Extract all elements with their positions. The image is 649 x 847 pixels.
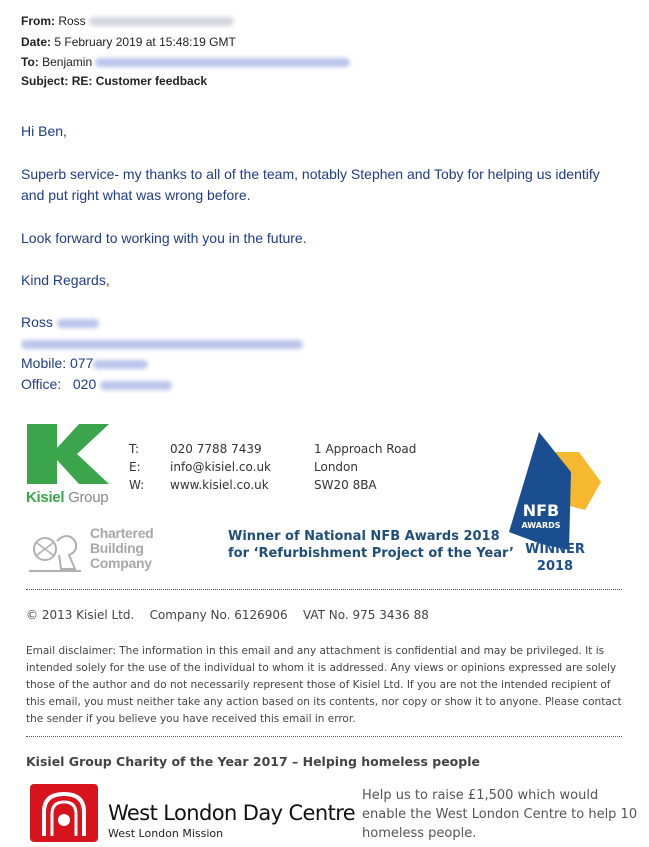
- award-line-2: for ‘Refurbishment Project of the Year’: [228, 546, 514, 561]
- arch-icon: [30, 784, 98, 842]
- office-label: Office:: [21, 376, 62, 392]
- wldc-title: West London Day Centre: [108, 801, 356, 825]
- to-line: [21, 55, 350, 69]
- address-line-2: London: [314, 460, 358, 474]
- contact-phone: 020 7788 7439: [170, 442, 262, 456]
- redacted-surname: [57, 319, 99, 328]
- divider: [26, 589, 622, 590]
- subject-value: RE: Customer feedback: [71, 74, 208, 88]
- address-line-3: SW20 8BA: [314, 478, 377, 492]
- to-label: To:: [21, 55, 39, 69]
- closing: Kind Regards,: [21, 272, 110, 288]
- contact-address: [314, 440, 416, 494]
- contact-label-e: E:: [129, 460, 141, 474]
- mobile-label: Mobile: 077: [21, 355, 94, 371]
- cbc-line-1: Chartered: [90, 525, 154, 541]
- body-paragraph-1-line-1: Superb service- my thanks to all of the team, notably Stephen and Toby for helping us identify: [21, 166, 600, 182]
- nfb-label: NFB: [522, 501, 560, 520]
- signature-name: [21, 312, 99, 333]
- redacted-mobile: [93, 360, 148, 369]
- from-value: Ross: [58, 14, 86, 28]
- greeting: Hi Ben,: [21, 123, 67, 139]
- group-word: Group: [68, 489, 109, 506]
- contact-values: [170, 440, 271, 494]
- cbc-line-3: Company: [90, 555, 152, 571]
- redacted-sender: [89, 17, 234, 26]
- nfb-winner-label: WINNER: [525, 542, 585, 557]
- divider: [26, 736, 622, 737]
- nfb-award-statement: [228, 528, 514, 562]
- company-info-line: [26, 608, 429, 622]
- signature-job-title: [21, 333, 303, 354]
- body-paragraph-2: Look forward to working with you in the future.: [21, 230, 307, 246]
- nfb-year-label: 2018: [536, 559, 574, 574]
- contact-email[interactable]: info@kisiel.co.uk: [170, 460, 272, 474]
- signature-office: [21, 374, 172, 395]
- redacted-job-title: [21, 340, 303, 349]
- redacted-recipient: [95, 58, 350, 67]
- charity-title: Kisiel Group Charity of the Year 2017 – Helping homeless people: [26, 754, 480, 769]
- subject-label: Subject:: [21, 74, 69, 88]
- nfb-badge-blue-shape: [509, 432, 571, 550]
- kisiel-k-logo-icon: [27, 424, 109, 484]
- contact-label-t: T:: [129, 442, 140, 456]
- address-line-1: 1 Approach Road: [314, 442, 417, 456]
- fundraising-text: Help us to raise £1,500 which would enable the West London Centre to help 10 homeless people.: [362, 788, 638, 841]
- signature-first-name: Ross: [21, 314, 53, 330]
- contact-labels: [129, 440, 144, 494]
- office-prefix: 020: [72, 376, 97, 392]
- from-line: [21, 14, 234, 28]
- wldc-subtitle: West London Mission: [108, 827, 224, 840]
- date-label: Date:: [21, 35, 52, 49]
- company-number: Company No. 6126906: [149, 608, 288, 622]
- contact-label-w: W:: [129, 478, 145, 492]
- subject-line: [21, 74, 207, 88]
- nfb-awards-label: AWARDS: [521, 521, 561, 530]
- chartered-building-crest-icon: [25, 525, 85, 575]
- redacted-office: [100, 381, 172, 390]
- email-disclaimer: Email disclaimer: The information in this email and any attachment is confidential and may be privileged. It is intended solely for the use of the individual to whom it is addressed. Any views or opinions expressed are solely those of the author and do not necessarily represent those of Kisiel Ltd. If you are not the intended recipient of this email, you must neither take any action based on its contents, nor copy or show it to anyone. Please contact the sender if you believe you have received this email in error.: [26, 645, 622, 725]
- signature-mobile: [21, 353, 148, 374]
- vat-number: VAT No. 975 3436 88: [302, 608, 429, 622]
- to-value: Benjamin: [42, 55, 93, 69]
- chartered-building-company-wordmark: [90, 526, 153, 571]
- west-london-day-centre-logo: [30, 784, 98, 842]
- contact-website[interactable]: www.kisiel.co.uk: [170, 478, 269, 492]
- kisiel-word: Kisiel: [26, 489, 65, 506]
- award-line-1: Winner of National NFB Awards 2018: [228, 529, 500, 544]
- from-label: From:: [21, 14, 55, 28]
- date-value: 5 February 2019 at 15:48:19 GMT: [54, 35, 236, 49]
- body-paragraph-1-line-2: and put right what was wrong before.: [21, 187, 251, 203]
- cbc-line-2: Building: [90, 540, 144, 556]
- copyright: © 2013 Kisiel Ltd.: [26, 608, 135, 622]
- kisiel-group-wordmark: [26, 489, 108, 506]
- date-line: [21, 35, 236, 49]
